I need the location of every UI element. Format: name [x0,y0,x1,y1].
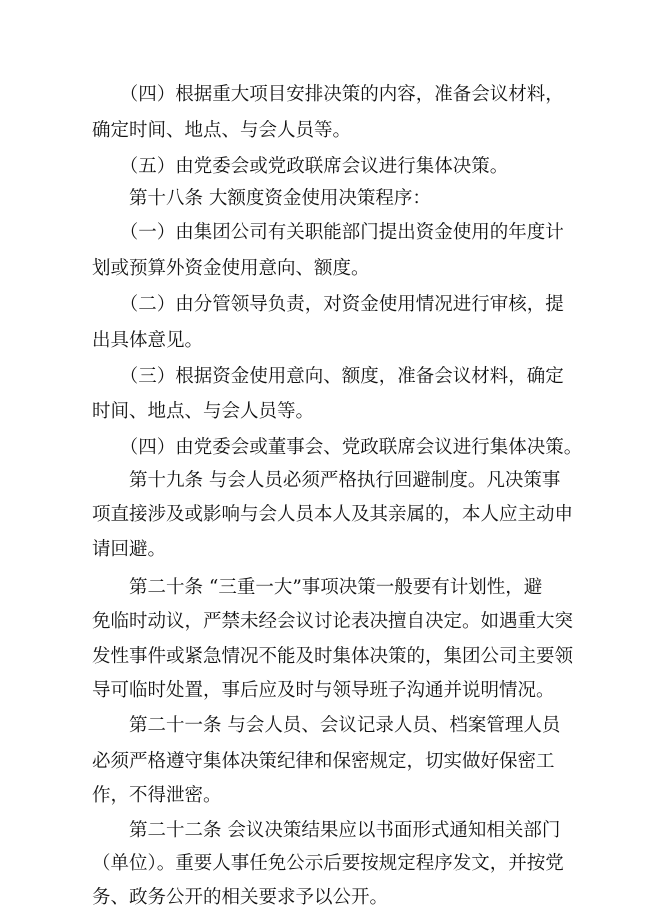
text-line: 务、政务公开的相关要求予以公开。 [92,887,389,908]
text-line: 发性事件或紧急情况不能及时集体决策的，集团公司主要领 [92,646,574,667]
text-line: 出具体意见。 [92,330,204,351]
text-line: （二）由分管领导负责，对资金使用情况进行审核，提 [92,294,564,315]
text-line: （一）由集团公司有关职能部门提出资金使用的年度计 [92,222,564,243]
text-line: 第二十二条 会议决策结果应以书面形式通知相关部门 [92,820,561,841]
text-line: 第十八条 大额度资金使用决策程序： [92,188,431,209]
text-line: 第十九条 与会人员必须严格执行回避制度。凡决策事 [92,470,561,491]
text-line: 项直接涉及或影响与会人员本人及其亲属的，本人应主动申 [92,504,574,525]
text-line: 作，不得泄密。 [92,785,222,806]
text-line: 划或预算外资金使用意向、额度。 [92,258,370,279]
text-line: 第二十条 “三重一大”事项决策一般要有计划性，避 [92,577,543,598]
text-line: 免临时动议，严禁未经会议讨论表决擅自决定。如遇重大突 [92,611,574,632]
text-line: （四）由党委会或董事会、党政联席会议进行集体决策。 [92,437,583,458]
text-line: 必须严格遵守集体决策纪律和保密规定，切实做好保密工 [92,751,555,772]
text-line: 请回避。 [92,539,167,560]
text-line: （五）由党委会或党政联席会议进行集体决策。 [92,156,509,177]
text-line: 导可临时处置，事后应及时与领导班子沟通并说明情况。 [92,680,555,701]
text-line: 确定时间、地点、与会人员等。 [92,120,352,141]
text-line: （三）根据资金使用意向、额度，准备会议材料，确定 [92,366,564,387]
text-line: （四）根据重大项目安排决策的内容，准备会议材料， [92,84,564,105]
text-line: 时间、地点、与会人员等。 [92,401,315,422]
text-line: 第二十一条 与会人员、会议记录人员、档案管理人员 [92,715,561,736]
text-line: （单位）。重要人事任免公示后要按规定程序发文，并按党 [92,853,564,874]
